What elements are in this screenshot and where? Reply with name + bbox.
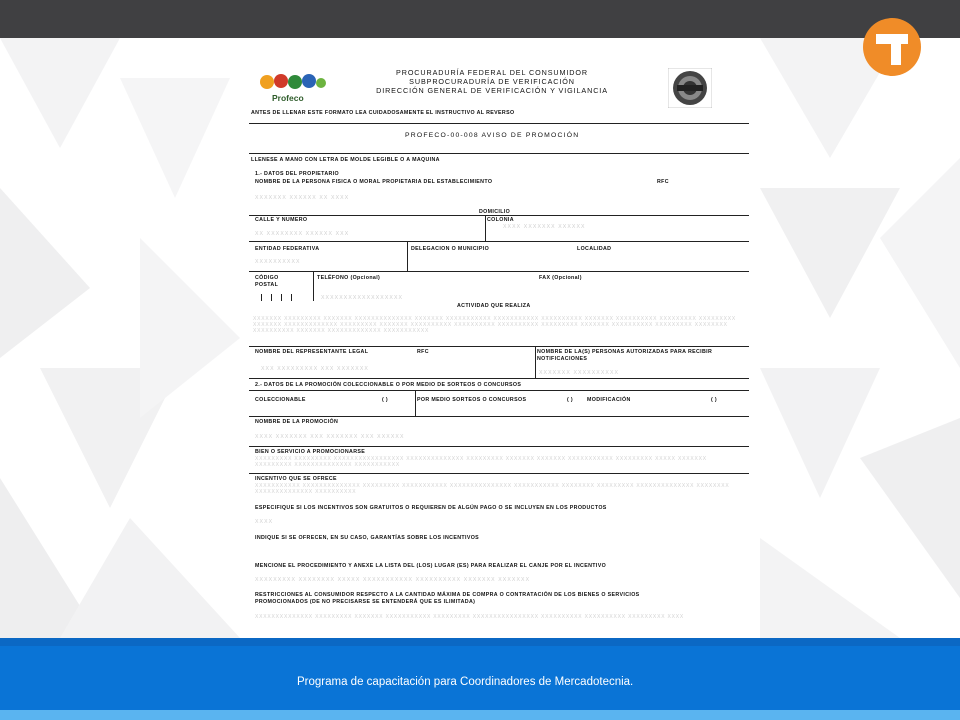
specify-label: ESPECIFIQUE SI LOS INCENTIVOS SON GRATUITOS O REQUIEREN DE ALGÚN PAGO O SE INCLUYEN EN LOS PRODUCTOS xyxy=(255,505,607,511)
incentive-value: XXXXXXXXXXX XXXXXXXXXXXXXX XXXXXXXXX XXXXXXXXXXX XXXXXXXXXXXXXXX XXXXXXXXXXX XXXXXXXX XXXXXXXXX XXXXXXXXXXXXXX XXXXXXXX XXXXXXXXXXXXXX XXXXXXXXXX xyxy=(255,483,730,496)
footer-caption: Programa de capacitación para Coordinadores de Mercadotecnia. xyxy=(297,676,634,688)
instructions-text: ANTES DE LLENAR ESTE FORMATO LEA CUIDADOSAMENTE EL INSTRUCTIVO AL REVERSO xyxy=(251,110,515,116)
notify-label-2: NOTIFICACIONES xyxy=(537,356,588,362)
promo-name-value: XXXX XXXXXXX XXX XXXXXXX XXX XXXXXX xyxy=(255,434,405,440)
phone-value: XXXXXXXXXXXXXXXXXX xyxy=(321,295,404,301)
raffle-checkbox[interactable]: ( ) xyxy=(567,397,574,403)
restrictions-label-2: PROMOCIONADOS (DE NO PRECISARSE SE ENTENDERÁ QUE ES ILIMITADA) xyxy=(255,599,476,605)
postal-code-label-2: POSTAL xyxy=(255,282,279,288)
logo-text: Profeco xyxy=(272,93,304,103)
owner-name-value: XXXXXXX XXXXXX XX XXXX xyxy=(255,195,350,201)
postal-code-label-1: CÓDIGO xyxy=(255,275,279,281)
section2-title: 2.- DATOS DE LA PROMOCIÓN COLECCIONABLE O POR MEDIO DE SORTEOS O CONCURSOS xyxy=(255,382,522,388)
state-label: ENTIDAD FEDERATIVA xyxy=(255,246,320,252)
promo-name-label: NOMBRE DE LA PROMOCIÓN xyxy=(255,419,339,425)
municipality-label: DELEGACION O MUNICIPIO xyxy=(411,246,490,252)
raffle-label: POR MEDIO SORTEOS O CONCURSOS xyxy=(417,397,527,403)
notify-value: XXXXXXX XXXXXXXXXX xyxy=(539,370,620,376)
collectible-label: COLECCIONABLE xyxy=(255,397,306,403)
domicilio-label: DOMICILIO xyxy=(479,209,511,215)
modification-checkbox[interactable]: ( ) xyxy=(711,397,718,403)
state-value: XXXXXXXXXX xyxy=(255,259,301,265)
restrictions-value: XXXXXXXXXXXXXX XXXXXXXXX XXXXXXX XXXXXXXXXXX XXXXXXXXX XXXXXXXXXXXXXXXX XXXXXXXXXX XXXXXXXXXX XXXXXXXXX XXXX xyxy=(255,614,685,620)
legal-rep-rfc-label: RFC xyxy=(417,349,429,355)
colonia-value: XXXX XXXXXXX XXXXXX xyxy=(503,224,586,230)
owner-rfc-label: RFC xyxy=(657,179,669,185)
form-title: PROFECO-00-008 AVISO DE PROMOCIÓN xyxy=(405,132,580,139)
goods-value: XXXXXXXXX XXXXXXXXX XXXXXXXXXXXXXXXXX XXXXXXXXXXXXXX XXXXXXXXX XXXXXXX XXXXXXX XXXXXXXXXXX XXXXXXXXX XXXXX XXXXXXX XXXXXXXXX XXXXXXXXXXXXXX XXXXXXXXXXX xyxy=(255,456,707,469)
activity-value: XXXXXXX XXXXXXXXX XXXXXXX XXXXXXXXXXXXXX XXXXXXX XXXXXXXXXXX XXXXXXXXXXX XXXXXXXXXX XXXXXXX XXXXXXXXXX XXXXXXXXX XXXXXXXXX XXXXXXX XXXXXXXXXXXXX XXXXXXXXX XXXXXXX XXXXXXXXXX XXXXXXXXXX XXXXXXXXXX XXXXXXXXX XXXXXXX XXXXXXXXXX XXXXXXXXX XXXXXXXX XXXXXXXXXX XXXXXXX XXXXXXXXXXXXX XXXXXXXXXXX xyxy=(253,316,737,335)
top-bar xyxy=(0,0,960,38)
fax-label: FAX (Opcional) xyxy=(539,275,582,281)
official-seal-icon xyxy=(668,68,712,108)
owner-name-label: NOMBRE DE LA PERSONA FISICA O MORAL PROPIETARIA DEL ESTABLECIMIENTO xyxy=(255,179,493,185)
phone-label: TELÉFONO (Opcional) xyxy=(317,275,381,281)
procedure-value: XXXXXXXXX XXXXXXXX XXXXX XXXXXXXXXXX XXXXXXXXXX XXXXXXX XXXXXXX xyxy=(255,577,531,583)
form-header-title: PROCURADURÍA FEDERAL DEL CONSUMIDOR SUBPROCURADURÍA DE VERIFICACIÓN DIRECCIÓN GENERAL DE VERIFICACIÓN Y VIGILANCIA xyxy=(376,68,608,95)
legal-rep-label: NOMBRE DEL REPRESENTANTE LEGAL xyxy=(255,349,369,355)
incentive-label: INCENTIVO QUE SE OFRECE xyxy=(255,476,337,482)
street-label: CALLE Y NUMERO xyxy=(255,217,308,223)
restrictions-label-1: RESTRICCIONES AL CONSUMIDOR RESPECTO A LA CANTIDAD MÁXIMA DE COMPRA O CONTRATACIÓN DE LOS BIENES O SERVICIOS xyxy=(255,592,640,598)
corner-logo-icon xyxy=(862,17,922,77)
section1-title: 1.- DATOS DEL PROPIETARIO xyxy=(255,171,339,177)
procedure-label: MENCIONE EL PROCEDIMIENTO Y ANEXE LA LISTA DEL (LOS) LUGAR (ES) PARA REALIZAR EL CANJE POR EL INCENTIVO xyxy=(255,563,607,569)
specify-value: XXXX xyxy=(255,519,274,525)
profeco-logo xyxy=(257,68,329,104)
locality-label: LOCALIDAD xyxy=(577,246,612,252)
activity-label: ACTIVIDAD QUE REALIZA xyxy=(457,303,531,309)
fill-note: LLENESE A MANO CON LETRA DE MOLDE LEGIBLE O A MAQUINA xyxy=(251,157,440,163)
aviso-de-promocion-form xyxy=(249,62,749,632)
street-value: XX XXXXXXXX XXXXXX XXX xyxy=(255,231,350,237)
colonia-label: COLONIA xyxy=(487,217,514,223)
collectible-checkbox[interactable]: ( ) xyxy=(382,397,389,403)
notify-label-1: NOMBRE DE LA(S) PERSONAS AUTORIZADAS PARA RECIBIR xyxy=(537,349,713,355)
goods-label: BIEN O SERVICIO A PROMOCIONARSE xyxy=(255,449,366,455)
modification-label: MODIFICACIÓN xyxy=(587,397,631,403)
warranty-label: INDIQUE SI SE OFRECEN, EN SU CASO, GARANTÍAS SOBRE LOS INCENTIVOS xyxy=(255,535,480,541)
legal-rep-value: XXX XXXXXXXXX XXX XXXXXXX xyxy=(261,366,369,372)
